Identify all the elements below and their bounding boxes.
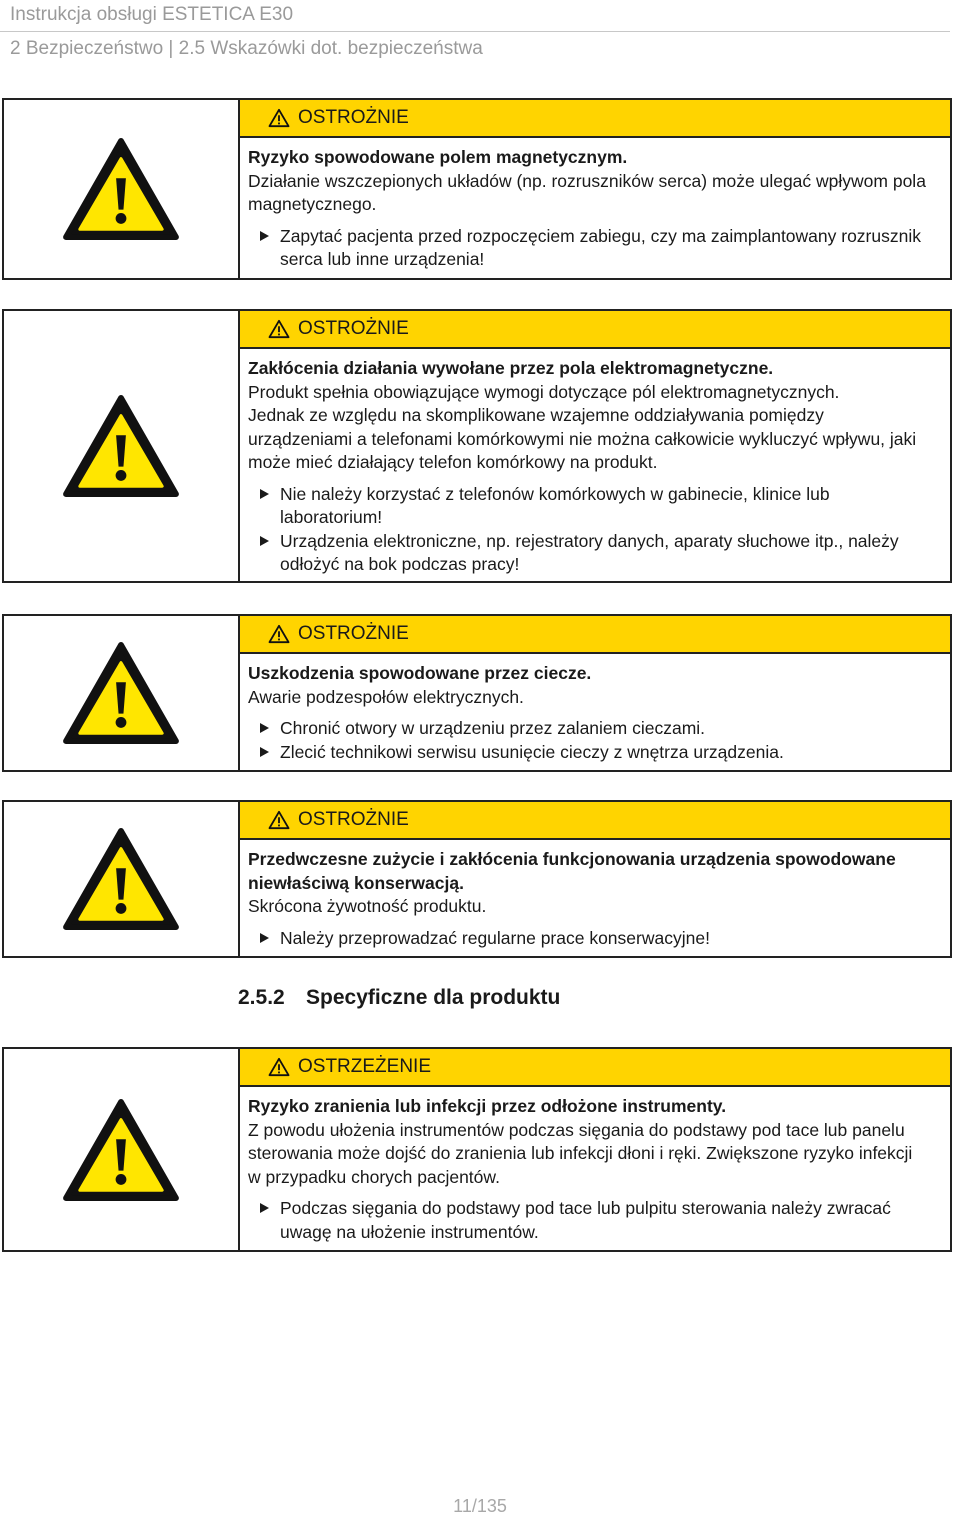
hazard-title: Zakłócenia działania wywołane przez pola elektromagnetyczne. [248, 358, 774, 378]
warning-outline-icon [268, 810, 290, 830]
notice-icon-column [4, 616, 240, 770]
action-item: Podczas sięgania do podstawy pod tace lub pulpitu sterowania należy zwracać uwagę na ułożenie instrumentów. [248, 1197, 928, 1244]
warning-outline-icon [268, 108, 290, 128]
notice-icon-column [4, 1049, 240, 1250]
signal-word: OSTROŻNIE [298, 623, 409, 644]
warning-outline-icon [268, 1057, 290, 1077]
triangle-bullet-icon [260, 1203, 269, 1213]
header-divider [0, 31, 950, 32]
notice-body [248, 146, 928, 272]
action-item: Nie należy korzystać z telefonów komórkowych w gabinecie, klinice lub laboratorium! [248, 483, 928, 530]
triangle-bullet-icon [260, 723, 269, 733]
action-list [248, 1197, 928, 1244]
warning-triangle-icon [62, 137, 180, 241]
hazard-consequence: Z powodu ułożenia instrumentów podczas sięgania do podstawy pod tace lub panelu sterowania może dojść do zranienia lub infekcji dłoni i ręki. Zwiększone ryzyko infekcji w przypadku chorych pacjentów. [248, 1119, 913, 1187]
page-number: 11/135 [453, 1496, 507, 1516]
signal-word: OSTRZEŻENIE [298, 1056, 432, 1077]
notice-header [240, 802, 950, 840]
action-item: Urządzenia elektroniczne, np. rejestratory danych, aparaty słuchowe itp., należy odłożyć na bok podczas pracy! [248, 530, 928, 577]
hazard-consequence: Awarie podzespołów elektrycznych. [248, 686, 524, 707]
caution-notice-magnetic [2, 98, 952, 280]
hazard-title: Przedwczesne zużycie i zakłócenia funkcjonowania urządzenia spowodowane niewłaściwą konserwacją. [248, 849, 896, 893]
action-list [248, 225, 928, 272]
notice-body [248, 662, 928, 764]
triangle-bullet-icon [260, 933, 269, 943]
notice-header [240, 311, 950, 349]
warning-triangle-icon [62, 394, 180, 498]
action-item: Należy przeprowadzać regularne prace konserwacyjne! [248, 927, 928, 951]
notice-header [240, 616, 950, 654]
hazard-title: Ryzyko zranienia lub infekcji przez odłożone instrumenty. [248, 1096, 727, 1116]
section-heading [238, 986, 560, 1010]
notice-icon-column [4, 311, 240, 581]
triangle-bullet-icon [260, 231, 269, 241]
warning-outline-icon [268, 319, 290, 339]
signal-word: OSTROŻNIE [298, 318, 409, 339]
action-list [248, 483, 928, 577]
action-list [248, 927, 928, 951]
triangle-bullet-icon [260, 489, 269, 499]
notice-header [240, 100, 950, 138]
warning-triangle-icon [62, 827, 180, 931]
section-title: Specyficzne dla produktu [306, 986, 561, 1009]
caution-notice-electromagnetic [2, 309, 952, 583]
section-number: 2.5.2 [238, 986, 285, 1009]
triangle-bullet-icon [260, 747, 269, 757]
caution-notice-maintenance [2, 800, 952, 958]
notice-icon-column [4, 802, 240, 956]
action-list [248, 717, 928, 764]
triangle-bullet-icon [260, 536, 269, 546]
notice-body [248, 357, 928, 577]
hazard-consequence: Jednak ze względu na skomplikowane wzajemne oddziaływania pomiędzy urządzeniami a telefonami komórkowymi nie można całkowicie wykluczyć wpływu, jaki może mieć działający telefon komórkowy na produkt. [248, 405, 917, 472]
hazard-consequence: Skrócona żywotność produktu. [248, 896, 487, 916]
warning-triangle-icon [62, 641, 180, 745]
action-item: Zapytać pacjenta przed rozpoczęciem zabiegu, czy ma zaimplantowany rozrusznik serca lub inne urządzenia! [248, 225, 928, 272]
document-title: Instrukcja obsługi ESTETICA E30 [10, 4, 294, 25]
breadcrumb: 2 Bezpieczeństwo | 2.5 Wskazówki dot. bezpieczeństwa [10, 38, 483, 59]
warning-outline-icon [268, 624, 290, 644]
action-item: Zlecić technikowi serwisu usunięcie cieczy z wnętrza urządzenia. [248, 741, 928, 765]
hazard-consequence: Produkt spełnia obowiązujące wymogi dotyczące pól elektromagnetycznych. [248, 381, 840, 402]
notice-header [240, 1049, 950, 1087]
hazard-title: Ryzyko spowodowane polem magnetycznym. [248, 147, 628, 167]
caution-notice-liquids [2, 614, 952, 772]
warning-triangle-icon [62, 1098, 180, 1202]
document-header [10, 2, 293, 28]
notice-icon-column [4, 100, 240, 278]
hazard-title: Uszkodzenia spowodowane przez ciecze. [248, 663, 592, 683]
action-item: Chronić otwory w urządzeniu przez zalaniem cieczami. [248, 717, 928, 741]
signal-word: OSTROŻNIE [298, 107, 409, 128]
notice-body [248, 1095, 928, 1244]
hazard-consequence: Działanie wszczepionych układów (np. rozruszników serca) może ulegać wpływom pola magnetycznego. [248, 170, 926, 214]
notice-body [248, 848, 928, 950]
warning-notice-instruments [2, 1047, 952, 1252]
signal-word: OSTROŻNIE [298, 809, 409, 830]
